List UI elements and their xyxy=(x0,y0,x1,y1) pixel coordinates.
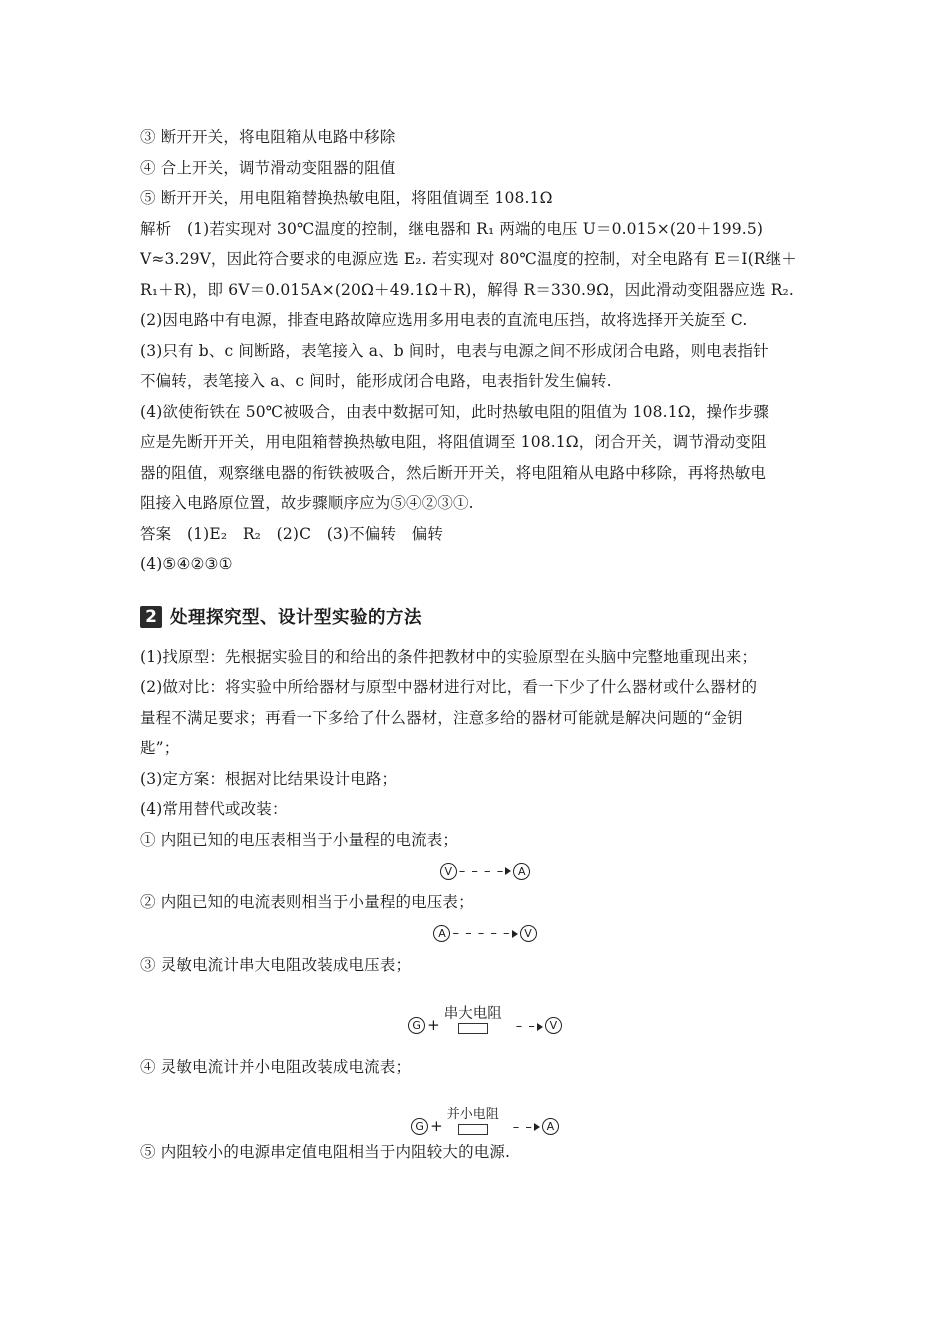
list-item: ⑤ 内阻较小的电源串定值电阻相当于内阻较大的电源. xyxy=(140,1142,511,1161)
plus-sign: + xyxy=(427,1016,440,1034)
dashed-arrow-icon: – – – – – xyxy=(452,926,517,941)
text-line: 量程不满足要求；再看一下多给了什么器材，注意多给的器材可能就是解决问题的“金钥 xyxy=(140,708,743,727)
text-line: 匙”； xyxy=(140,739,180,757)
solution-block xyxy=(140,122,830,580)
resistor-icon xyxy=(458,1124,488,1135)
voltmeter-icon: V xyxy=(520,925,537,942)
text-line: (4)常用替代或改装： xyxy=(140,800,288,818)
dashed-arrow-icon: – – xyxy=(513,1120,540,1135)
text-line: 应是先断开开关，用电阻箱替换热敏电阻，将阻值调至 108.1Ω，闭合开关，调节滑动变阻 xyxy=(140,433,767,451)
answer-line: 答案 (1)E₂ R₂ (2)C (3)不偏转 偏转 xyxy=(140,524,444,543)
list-item: ③ 灵敏电流计串大电阻改装成电压表； xyxy=(140,955,412,974)
text-line: 不偏转，表笔接入 a、c 间时，能形成闭合电路，电表指针发生偏转. xyxy=(140,372,612,390)
ammeter-icon: A xyxy=(542,1118,559,1135)
resistor-label: 串大电阻 xyxy=(443,1006,502,1022)
dashed-arrow-icon: – – xyxy=(516,1019,543,1034)
section-number-badge: 2 xyxy=(140,606,162,628)
text-line: ③ 断开开关，将电阻箱从电路中移除 xyxy=(140,128,396,146)
resistor-element xyxy=(447,1106,499,1135)
resistor-icon xyxy=(458,1023,488,1034)
text-line: 器的阻值，观察继电器的衔铁被吸合，然后断开开关，将电阻箱从电路中移除，再将热敏电 xyxy=(140,463,767,482)
text-line: (3)只有 b、c 间断路，表笔接入 a、b 间时，电表与电源之间不形成闭合电路，则电表指针 xyxy=(140,341,769,360)
conversion-diagram xyxy=(140,855,830,887)
text-line: (1)找原型：先根据实验目的和给出的条件把教材中的实验原型在头脑中完整地重现出来； xyxy=(140,647,758,666)
resistor-label: 并小电阻 xyxy=(446,1106,499,1122)
text-line: 解析 (1)若实现对 30℃温度的控制，继电器和 R₁ 两端的电压 U＝0.015×(20＋199.5) xyxy=(140,219,764,238)
section-body xyxy=(140,642,830,1168)
text-line: R₁＋R)，即 6V＝0.015A×(20Ω＋49.1Ω＋R)，解得 R＝330.9Ω，因此滑动变阻器应选 R₂. xyxy=(140,280,794,299)
text-line: V≈3.29V，因此符合要求的电源应选 E₂. 若实现对 80℃温度的控制，对全电路有 E＝I(R继＋ xyxy=(140,250,797,268)
text-line: 阻接入电路原位置，故步骤顺序应为⑤④②③①. xyxy=(140,494,474,512)
text-line: (2)因电路中有电源，排查电路故障应选用多用电表的直流电压挡，故将选择开关旋至 C. xyxy=(140,311,748,329)
text-line: ⑤ 断开开关，用电阻箱替换热敏电阻，将阻值调至 108.1Ω xyxy=(140,189,553,207)
document-page xyxy=(140,122,830,1167)
list-item: ④ 灵敏电流计并小电阻改装成电流表； xyxy=(140,1058,412,1076)
ammeter-icon: A xyxy=(433,925,450,942)
text-line: (3)定方案：根据对比结果设计电路； xyxy=(140,769,398,788)
voltmeter-icon: V xyxy=(440,863,457,880)
dashed-arrow-icon: – – – – xyxy=(459,864,511,879)
conversion-diagram xyxy=(140,918,830,950)
resistor-element xyxy=(444,1005,502,1034)
ammeter-icon: A xyxy=(513,863,530,880)
voltmeter-icon: V xyxy=(545,1017,562,1034)
text-line: (4)欲使衔铁在 50℃被吸合，由表中数据可知，此时热敏电阻的阻值为 108.1Ω，操作步骤 xyxy=(140,402,769,421)
conversion-diagram xyxy=(140,980,830,1038)
section-heading xyxy=(140,602,830,632)
answer-line: (4)⑤④②③① xyxy=(140,555,233,573)
text-line: (2)做对比：将实验中所给器材与原型中器材进行对比，看一下少了什么器材或什么器材的 xyxy=(140,678,758,696)
list-item: ① 内阻已知的电压表相当于小量程的电流表； xyxy=(140,830,459,849)
text-line: ④ 合上开关，调节滑动变阻器的阻值 xyxy=(140,158,396,177)
section-title: 处理探究型、设计型实验的方法 xyxy=(170,608,422,628)
list-item: ② 内阻已知的电流表则相当于小量程的电压表； xyxy=(140,893,474,911)
galvanometer-icon: G xyxy=(411,1118,428,1135)
conversion-diagram xyxy=(140,1083,830,1137)
galvanometer-icon: G xyxy=(408,1017,425,1034)
plus-sign: + xyxy=(430,1116,443,1135)
